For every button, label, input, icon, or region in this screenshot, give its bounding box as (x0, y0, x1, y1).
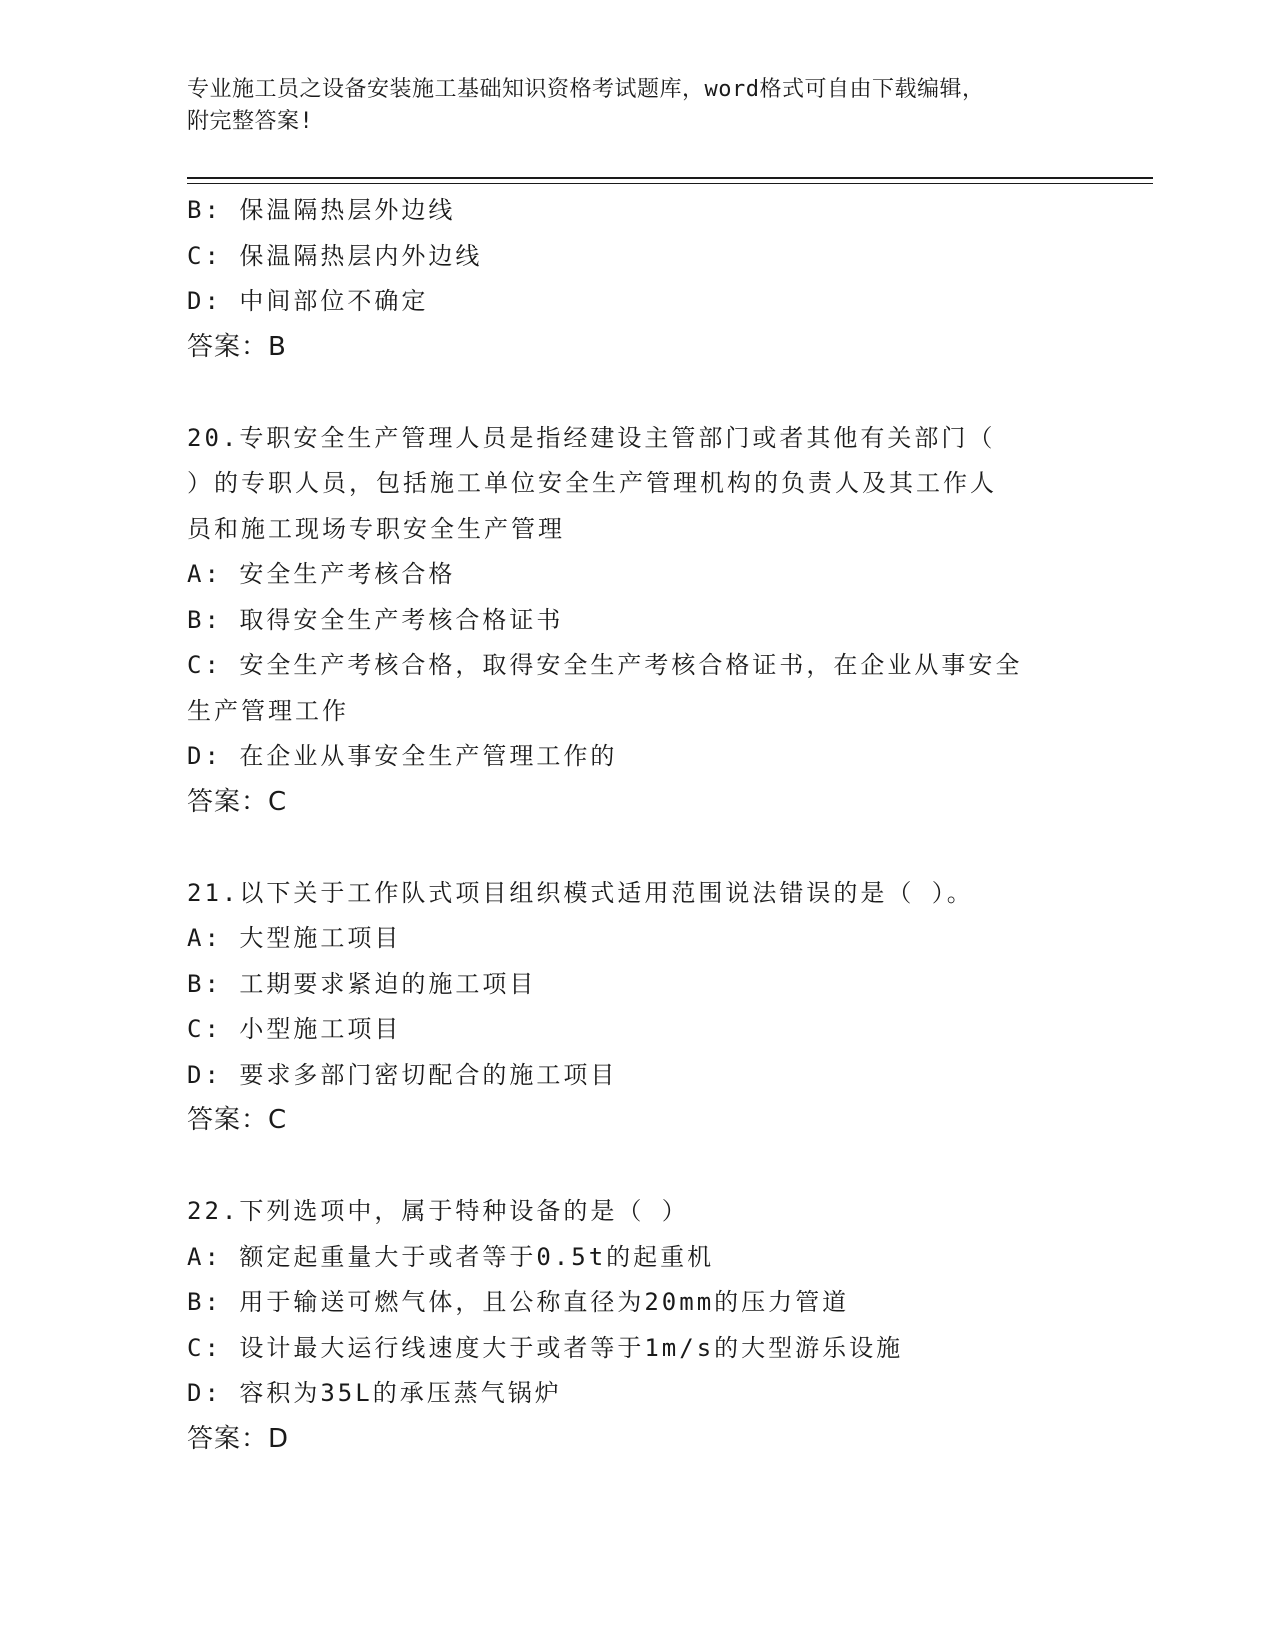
option-b: B: 保温隔热层外边线 (187, 196, 456, 224)
option-d: D: 中间部位不确定 (187, 287, 429, 315)
option-d: D: 容积为35L的承压蒸气锅炉 (187, 1379, 562, 1407)
answer-line: 答案：C (187, 1105, 288, 1135)
option-c: C: 保温隔热层内外边线 (187, 241, 483, 270)
page-header (187, 74, 1087, 138)
question-partial (187, 188, 1087, 370)
option-b: B: 用于输送可燃气体，且公称直径为20mm的压力管道 (187, 1288, 850, 1316)
option-c: C: 设计最大运行线速度大于或者等于1m/s的大型游乐设施 (187, 1333, 904, 1362)
option-a: A: 大型施工项目 (187, 924, 402, 952)
answer-line: 答案：B (187, 331, 287, 362)
option-a: A: 安全生产考核合格 (187, 560, 456, 588)
option-c: C: 小型施工项目 (187, 1015, 402, 1043)
question-stem: 20.专职安全生产管理人员是指经建设主管部门或者其他有关部门（ (187, 423, 996, 452)
question-stem: 21.以下关于工作队式项目组织模式适用范围说法错误的是（ ）。 (187, 878, 974, 907)
question-21 (187, 871, 1087, 1144)
option-c: C: 安全生产考核合格，取得安全生产考核合格证书，在企业从事安全 (187, 651, 1023, 679)
question-stem: 22.下列选项中，属于特种设备的是（ ） (187, 1197, 689, 1225)
question-20 (187, 416, 1087, 826)
option-c-continued: 生产管理工作 (187, 696, 349, 725)
spacer (187, 370, 1087, 416)
question-list (187, 188, 1087, 1462)
header-line-1: 专业施工员之设备安装施工基础知识资格考试题库，word格式可自由下载编辑， (187, 77, 985, 102)
spacer (187, 825, 1087, 871)
answer-line: 答案：D (187, 1423, 290, 1454)
option-d: D: 在企业从事安全生产管理工作的 (187, 742, 618, 770)
question-stem: 员和施工现场专职安全生产管理 (187, 514, 565, 543)
header-divider-thin (187, 183, 1153, 184)
spacer (187, 1144, 1087, 1190)
option-b: B: 取得安全生产考核合格证书 (187, 605, 564, 634)
header-divider-thick (187, 177, 1153, 179)
question-stem: ）的专职人员，包括施工单位安全生产管理机构的负责人及其工作人 (187, 469, 997, 497)
option-b: B: 工期要求紧迫的施工项目 (187, 969, 537, 998)
question-22 (187, 1189, 1087, 1462)
header-line-2: 附完整答案! (187, 109, 314, 134)
option-a: A: 额定起重量大于或者等于0.5t的起重机 (187, 1242, 715, 1271)
answer-line: 答案：C (187, 786, 288, 817)
option-d: D: 要求多部门密切配合的施工项目 (187, 1060, 618, 1089)
